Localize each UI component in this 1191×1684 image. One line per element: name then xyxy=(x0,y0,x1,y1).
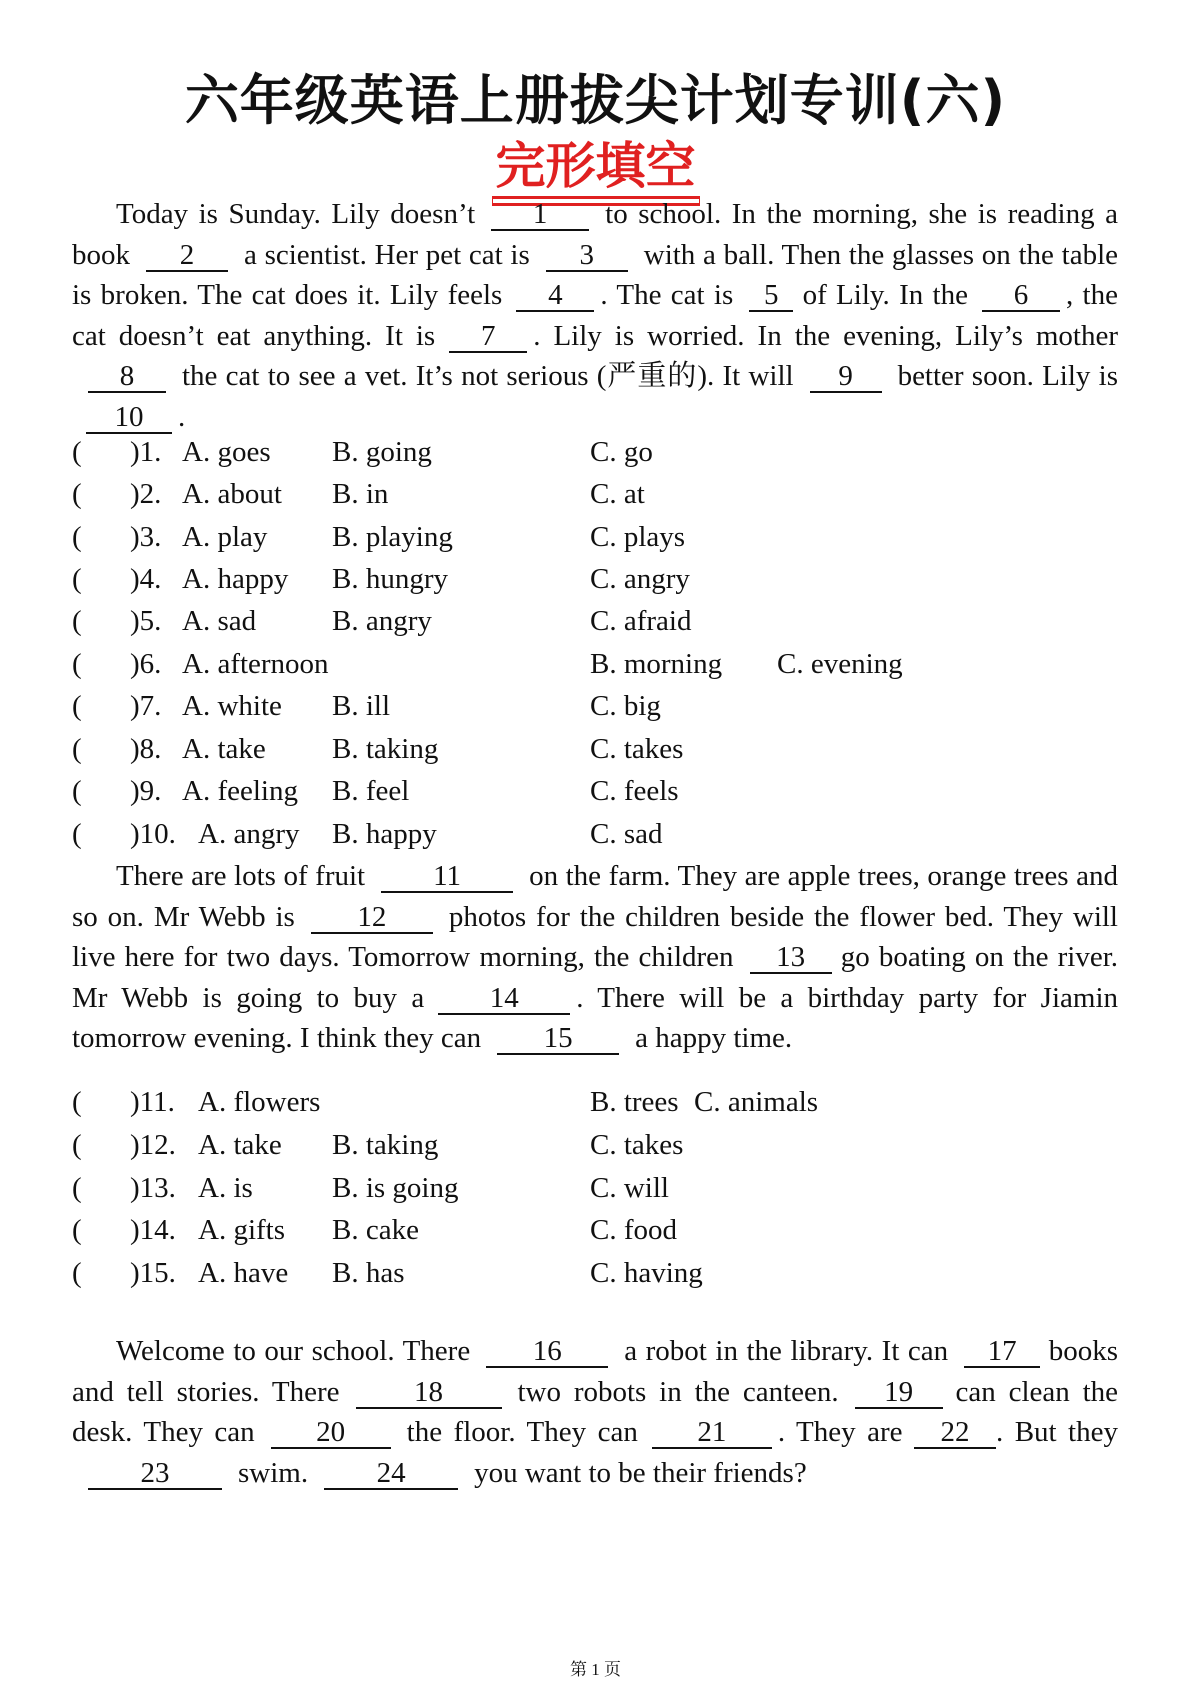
question-row: ( )1. A. goes B. going C. go xyxy=(72,436,653,468)
option-c[interactable]: C. at xyxy=(590,478,645,510)
blank-18[interactable]: 18 xyxy=(356,1377,502,1409)
option-b[interactable]: B. cake xyxy=(332,1214,419,1246)
option-a[interactable]: A. angry xyxy=(198,818,300,850)
answer-paren[interactable]: ( xyxy=(72,478,82,510)
question-row: ( )6. A. afternoon B. morning C. evening xyxy=(72,648,903,680)
option-b[interactable]: B. angry xyxy=(332,605,432,637)
answer-paren[interactable]: ( xyxy=(72,648,82,680)
blank-22[interactable]: 22 xyxy=(914,1417,996,1449)
answer-paren[interactable]: ( xyxy=(72,1172,82,1204)
answer-paren[interactable]: ( xyxy=(72,1214,82,1246)
option-a[interactable]: A. about xyxy=(182,478,282,510)
option-b[interactable]: B. feel xyxy=(332,775,410,807)
answer-paren[interactable]: ( xyxy=(72,605,82,637)
option-a[interactable]: A. is xyxy=(198,1172,253,1204)
question-row: ( )13. A. is B. is going C. will xyxy=(72,1172,669,1204)
question-row: ( )2. A. about B. in C. at xyxy=(72,478,645,510)
option-a[interactable]: A. flowers xyxy=(198,1086,321,1118)
blank-4[interactable]: 4 xyxy=(516,280,594,312)
option-c[interactable]: C. angry xyxy=(590,563,690,595)
answer-paren[interactable]: ( xyxy=(72,521,82,553)
option-a[interactable]: A. take xyxy=(182,733,266,765)
blank-16[interactable]: 16 xyxy=(486,1336,608,1368)
blank-12[interactable]: 12 xyxy=(311,902,433,934)
option-b[interactable]: B. in xyxy=(332,478,389,510)
blank-19[interactable]: 19 xyxy=(855,1377,943,1409)
passage-2: There are lots of fruit 11 on the farm. They are apple trees, orange trees and so on. Mr Webb is 12 photos for the children beside the flower bed. They will live here for two days. Tomorrow morning, the children 13 go boating on the river. Mr Webb is going to buy a 14 . There will be a birthday party for Jiamin tomorrow evening. I think they can 15 a happy time. xyxy=(72,860,1119,1054)
option-a[interactable]: A. happy xyxy=(182,563,289,595)
section-subtitle: 完形填空 xyxy=(0,138,1191,199)
blank-21[interactable]: 21 xyxy=(652,1417,772,1449)
blank-24[interactable]: 24 xyxy=(324,1458,458,1490)
option-c[interactable]: C. go xyxy=(590,436,653,468)
question-row: ( )12. A. take B. taking C. takes xyxy=(72,1129,684,1161)
option-c[interactable]: C. afraid xyxy=(590,605,692,637)
question-row: ( )10. A. angry B. happy C. sad xyxy=(72,818,663,850)
option-a[interactable]: A. white xyxy=(182,690,282,722)
option-c[interactable]: C. will xyxy=(590,1172,669,1204)
page-number: 第 1 页 xyxy=(570,1660,621,1679)
option-b[interactable]: B. morning xyxy=(590,648,723,680)
option-c[interactable]: C. plays xyxy=(590,521,686,553)
question-row: ( )7. A. white B. ill C. big xyxy=(72,690,661,722)
option-b[interactable]: B. hungry xyxy=(332,563,448,595)
option-b[interactable]: B. trees xyxy=(590,1086,679,1118)
blank-3[interactable]: 3 xyxy=(546,240,628,272)
answer-paren[interactable]: ( xyxy=(72,1257,82,1289)
option-c[interactable]: C. takes xyxy=(590,733,684,765)
option-a[interactable]: A. feeling xyxy=(182,775,298,807)
option-b[interactable]: B. taking xyxy=(332,1129,439,1161)
question-row: ( )15. A. have B. has C. having xyxy=(72,1257,703,1289)
option-b[interactable]: B. happy xyxy=(332,818,437,850)
question-row: ( )3. A. play B. playing C. plays xyxy=(72,521,686,553)
option-a[interactable]: A. sad xyxy=(182,605,257,637)
option-a[interactable]: A. goes xyxy=(182,436,271,468)
blank-10[interactable]: 10 xyxy=(86,402,172,434)
option-c[interactable]: C. sad xyxy=(590,818,663,850)
option-b[interactable]: B. is going xyxy=(332,1172,459,1204)
passage-1: Today is Sunday. Lily doesn’t 1 to school. In the morning, she is reading a book 2 a scientist. Her pet cat is 3 with a ball. Then the glasses on the table is broken. The cat does it. Lily feels 4 . The cat is 5 of Lily. In the 6 , the cat doesn’t eat anything. It is 7 . Lily is worried. In the evening, Lily’s mother8 the cat to see a vet. It’s not serious (严重的). It will 9 better soon. Lily is10 . xyxy=(72,198,1118,433)
blank-13[interactable]: 13 xyxy=(750,942,832,974)
option-c[interactable]: C. big xyxy=(590,690,661,722)
option-a[interactable]: A. gifts xyxy=(198,1214,285,1246)
answer-paren[interactable]: ( xyxy=(72,1129,82,1161)
option-a[interactable]: A. have xyxy=(198,1257,289,1289)
option-a[interactable]: A. take xyxy=(198,1129,282,1161)
option-c[interactable]: C. animals xyxy=(694,1086,819,1118)
blank-15[interactable]: 15 xyxy=(497,1023,619,1055)
question-row: ( )4. A. happy B. hungry C. angry xyxy=(72,563,690,595)
option-a[interactable]: A. play xyxy=(182,521,268,553)
question-row: ( )11. A. flowers B. trees C. animals xyxy=(72,1086,819,1118)
blank-17[interactable]: 17 xyxy=(964,1336,1040,1368)
answer-paren[interactable]: ( xyxy=(72,1086,82,1118)
option-a[interactable]: A. afternoon xyxy=(182,648,329,680)
option-b[interactable]: B. taking xyxy=(332,733,439,765)
option-b[interactable]: B. has xyxy=(332,1257,405,1289)
blank-11[interactable]: 11 xyxy=(381,861,513,893)
passage-3: Welcome to our school. There 16 a robot in the library. It can 17 books and tell stories. There 18 two robots in the canteen. 19 can clean the desk. They can 20 the floor. They can 21 . They are 22 . But they23 swim. 24 you want to be their friends? xyxy=(72,1335,1119,1489)
blank-14[interactable]: 14 xyxy=(438,983,570,1015)
blank-5[interactable]: 5 xyxy=(749,280,793,312)
option-b[interactable]: B. playing xyxy=(332,521,453,553)
blank-20[interactable]: 20 xyxy=(271,1417,391,1449)
answer-paren[interactable]: ( xyxy=(72,690,82,722)
blank-6[interactable]: 6 xyxy=(982,280,1060,312)
answer-paren[interactable]: ( xyxy=(72,563,82,595)
blank-1[interactable]: 1 xyxy=(491,199,589,231)
question-row: ( )14. A. gifts B. cake C. food xyxy=(72,1214,677,1246)
option-c[interactable]: C. food xyxy=(590,1214,677,1246)
blank-2[interactable]: 2 xyxy=(146,240,228,272)
page-title: 六年级英语上册拔尖计划专训(六) xyxy=(184,69,1007,132)
question-row: ( )5. A. sad B. angry C. afraid xyxy=(72,605,692,637)
option-c[interactable]: C. having xyxy=(590,1257,703,1289)
blank-8[interactable]: 8 xyxy=(88,361,166,393)
answer-paren[interactable]: ( xyxy=(72,436,82,468)
blank-9[interactable]: 9 xyxy=(810,361,882,393)
option-c[interactable]: C. feels xyxy=(590,775,679,807)
blank-23[interactable]: 23 xyxy=(88,1458,222,1490)
option-b[interactable]: B. going xyxy=(332,436,432,468)
blank-7[interactable]: 7 xyxy=(449,321,527,353)
option-c[interactable]: C. evening xyxy=(777,648,903,680)
option-b[interactable]: B. ill xyxy=(332,690,391,722)
question-row: ( )8. A. take B. taking C. takes xyxy=(72,733,684,765)
question-row: ( )9. A. feeling B. feel C. feels xyxy=(72,775,679,807)
option-c[interactable]: C. takes xyxy=(590,1129,684,1161)
answer-paren[interactable]: ( xyxy=(72,818,82,850)
answer-paren[interactable]: ( xyxy=(72,775,82,807)
answer-paren[interactable]: ( xyxy=(72,733,82,765)
